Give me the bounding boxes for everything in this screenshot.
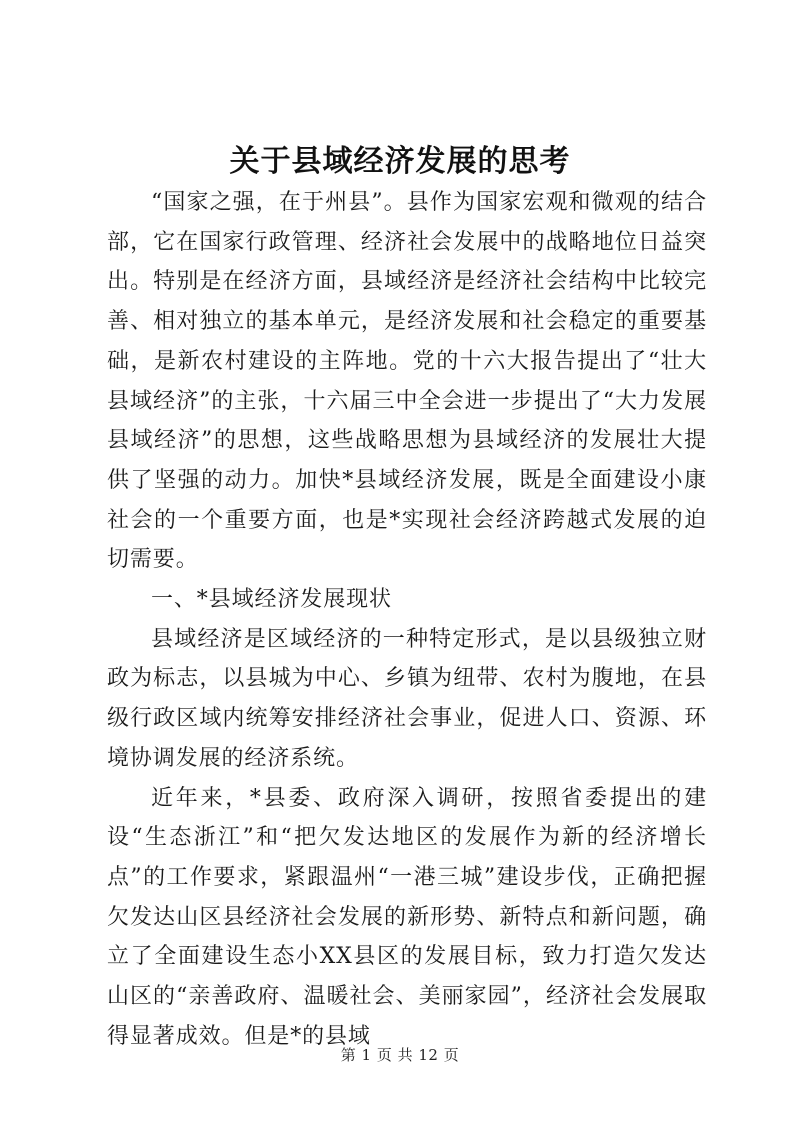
document-title: 关于县域经济发展的思考 [229, 144, 571, 179]
document-body [107, 183, 707, 1056]
page-footer: 第 1 页 共 12 页 [340, 1046, 460, 1064]
intro-paragraph: “国家之强，在于州县”。县作为国家宏观和微观的结合部，它在国家行政管理、经济社会发展中的战略地位日益突出。特别是在经济方面，县域经济是经济社会结构中比较完善、相对独立的基本单元，是经济发展和社会稳定的重要基础，是新农村建设的主阵地。党的十六大报告提出了“壮大县域经济”的主张，十六届三中全会进一步提出了“大力发展县域经济”的思想，这些战略思想为县域经济的发展壮大提供了坚强的动力。加快*县域经济发展，既是全面建设小康社会的一个重要方面，也是*实现社会经济跨越式发展的迫切需要。 [107, 190, 707, 573]
definition-paragraph: 县域经济是区域经济的一种特定形式，是以县级独立财政为标志，以县城为中心、乡镇为纽带、农村为腹地，在县级行政区域内统筹安排经济社会事业，促进人口、资源、环境协调发展的经济系统。 [107, 626, 707, 771]
section-heading-1: 一、*县域经济发展现状 [151, 587, 392, 613]
recent-years-paragraph: 近年来，*县委、政府深入调研，按照省委提出的建设“生态浙江”和“把欠发达地区的发展作为新的经济增长点”的工作要求，紧跟温州“一港三城”建设步伐，正确把握欠发达山区县经济社会发展的新形势、新特点和新问题，确立了全面建设生态小XX县区的发展目标，致力打造欠发达山区的“亲善政府、温暖社会、美丽家园”，经济社会发展取得显著成效。但是*的县域 [107, 785, 707, 1049]
